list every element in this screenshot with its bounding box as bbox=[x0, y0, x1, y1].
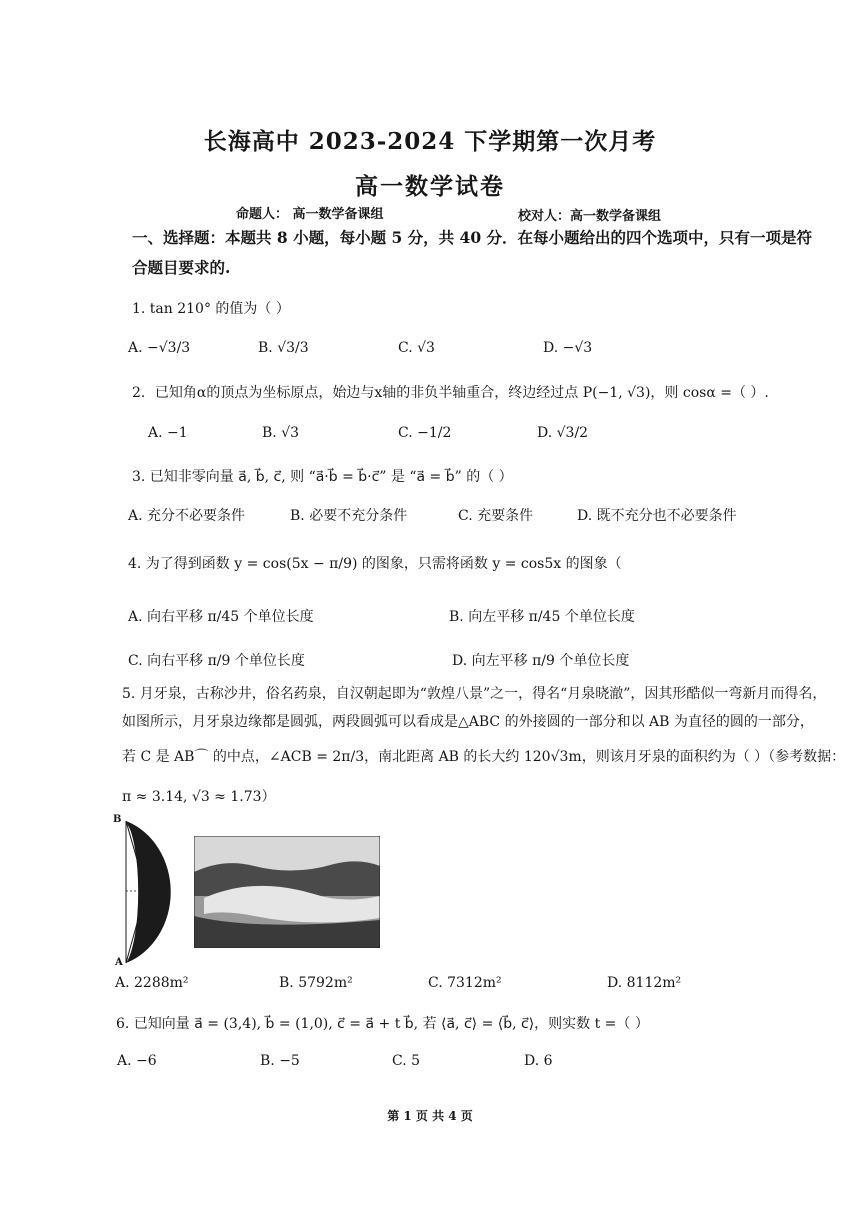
crescent-lake-photo bbox=[194, 836, 380, 948]
q1-option-c: C. √3 bbox=[398, 340, 435, 356]
q5-text-line-1: 5. 月牙泉，古称沙井，俗名药泉，自汉朝起即为“敦煌八景”之一，得名“月泉晓澈”，因其形酷似一弯新月而得名， bbox=[122, 686, 827, 702]
crescent-diagram bbox=[112, 813, 194, 971]
reviewer-line: 校对人：高一数学备课组 bbox=[518, 209, 662, 224]
q6-option-b: B. −5 bbox=[260, 1053, 300, 1069]
label-a: A bbox=[115, 957, 123, 968]
q4-option-a: A. 向右平移 π/45 个单位长度 bbox=[128, 609, 314, 625]
q4-option-c: C. 向右平移 π/9 个单位长度 bbox=[128, 653, 305, 669]
author-line: 命题人： 高一数学备课组 bbox=[236, 207, 384, 222]
q3-option-b: B. 必要不充分条件 bbox=[290, 508, 408, 524]
section-heading-cont: 合题目要求的. bbox=[132, 258, 231, 277]
q6-option-a: A. −6 bbox=[117, 1053, 157, 1069]
q5-option-d: D. 8112m² bbox=[607, 975, 682, 991]
q6-option-c: C. 5 bbox=[392, 1053, 421, 1069]
q5-option-c: C. 7312m² bbox=[428, 975, 502, 991]
label-b: B bbox=[113, 814, 122, 825]
q1-option-b: B. √3/3 bbox=[258, 340, 309, 356]
q1-option-d: D. −√3 bbox=[543, 340, 593, 356]
exam-subtitle: 高一数学试卷 bbox=[355, 173, 505, 200]
q5-text-line-3: 若 C 是 AB⌒ 的中点，∠ACB = 2π/3，南北距离 AB 的长大约 120√3m，则该月牙泉的面积约为（ ）（参考数据： bbox=[122, 749, 846, 765]
q3-stem: 3. 已知非零向量 a⃗, b⃗, c⃗, 则 “a⃗·b⃗ = b⃗·c⃗” 是 “a⃗ = b⃗” 的（ ） bbox=[132, 469, 513, 485]
q4-stem: 4. 为了得到函数 y = cos(5x − π/9) 的图象，只需将函数 y = cos5x 的图象（ bbox=[128, 556, 622, 572]
q2-stem: 2．已知角α的顶点为坐标原点，始边与x轴的非负半轴重合，终边经过点 P(−1, √3)，则 cosα =（ ）. bbox=[132, 385, 769, 401]
q6-option-d: D. 6 bbox=[524, 1053, 553, 1069]
q4-option-d: D. 向左平移 π/9 个单位长度 bbox=[452, 653, 630, 669]
q5-text-line-2: 如图所示，月牙泉边缘都是圆弧，两段圆弧可以看成是△ABC 的外接圆的一部分和以 AB 为直径的圆的一部分， bbox=[122, 714, 814, 730]
q2-option-a: A. −1 bbox=[148, 425, 188, 441]
section-heading: 一、选择题：本题共 8 小题，每小题 5 分，共 40 分．在每小题给出的四个选项中，只有一项是符 bbox=[132, 228, 813, 247]
q6-stem: 6. 已知向量 a⃗ = (3,4), b⃗ = (1,0), c⃗ = a⃗ + t b⃗, 若 ⟨a⃗, c⃗⟩ = ⟨b⃗, c⃗⟩，则实数 t =（ ） bbox=[116, 1016, 649, 1032]
page-footer: 第 1 页 共 4 页 bbox=[387, 1109, 473, 1123]
q3-option-d: D. 既不充分也不必要条件 bbox=[577, 508, 737, 524]
q1-stem: 1. tan 210° 的值为（ ） bbox=[132, 301, 290, 317]
q2-option-b: B. √3 bbox=[262, 425, 300, 441]
q4-option-b: B. 向左平移 π/45 个单位长度 bbox=[449, 609, 635, 625]
exam-title: 长海高中 2023-2024 下学期第一次月考 bbox=[203, 128, 657, 155]
q3-option-a: A. 充分不必要条件 bbox=[128, 508, 246, 524]
q3-option-c: C. 充要条件 bbox=[458, 508, 534, 524]
q1-option-a: A. −√3/3 bbox=[128, 340, 191, 356]
q5-text-line-4: π ≈ 3.14, √3 ≈ 1.73） bbox=[122, 789, 276, 805]
q2-option-d: D. √3/2 bbox=[537, 425, 589, 441]
q5-option-b: B. 5792m² bbox=[279, 975, 353, 991]
q2-option-c: C. −1/2 bbox=[398, 425, 452, 441]
q5-option-a: A. 2288m² bbox=[115, 975, 189, 991]
crescent-shape bbox=[126, 821, 171, 963]
